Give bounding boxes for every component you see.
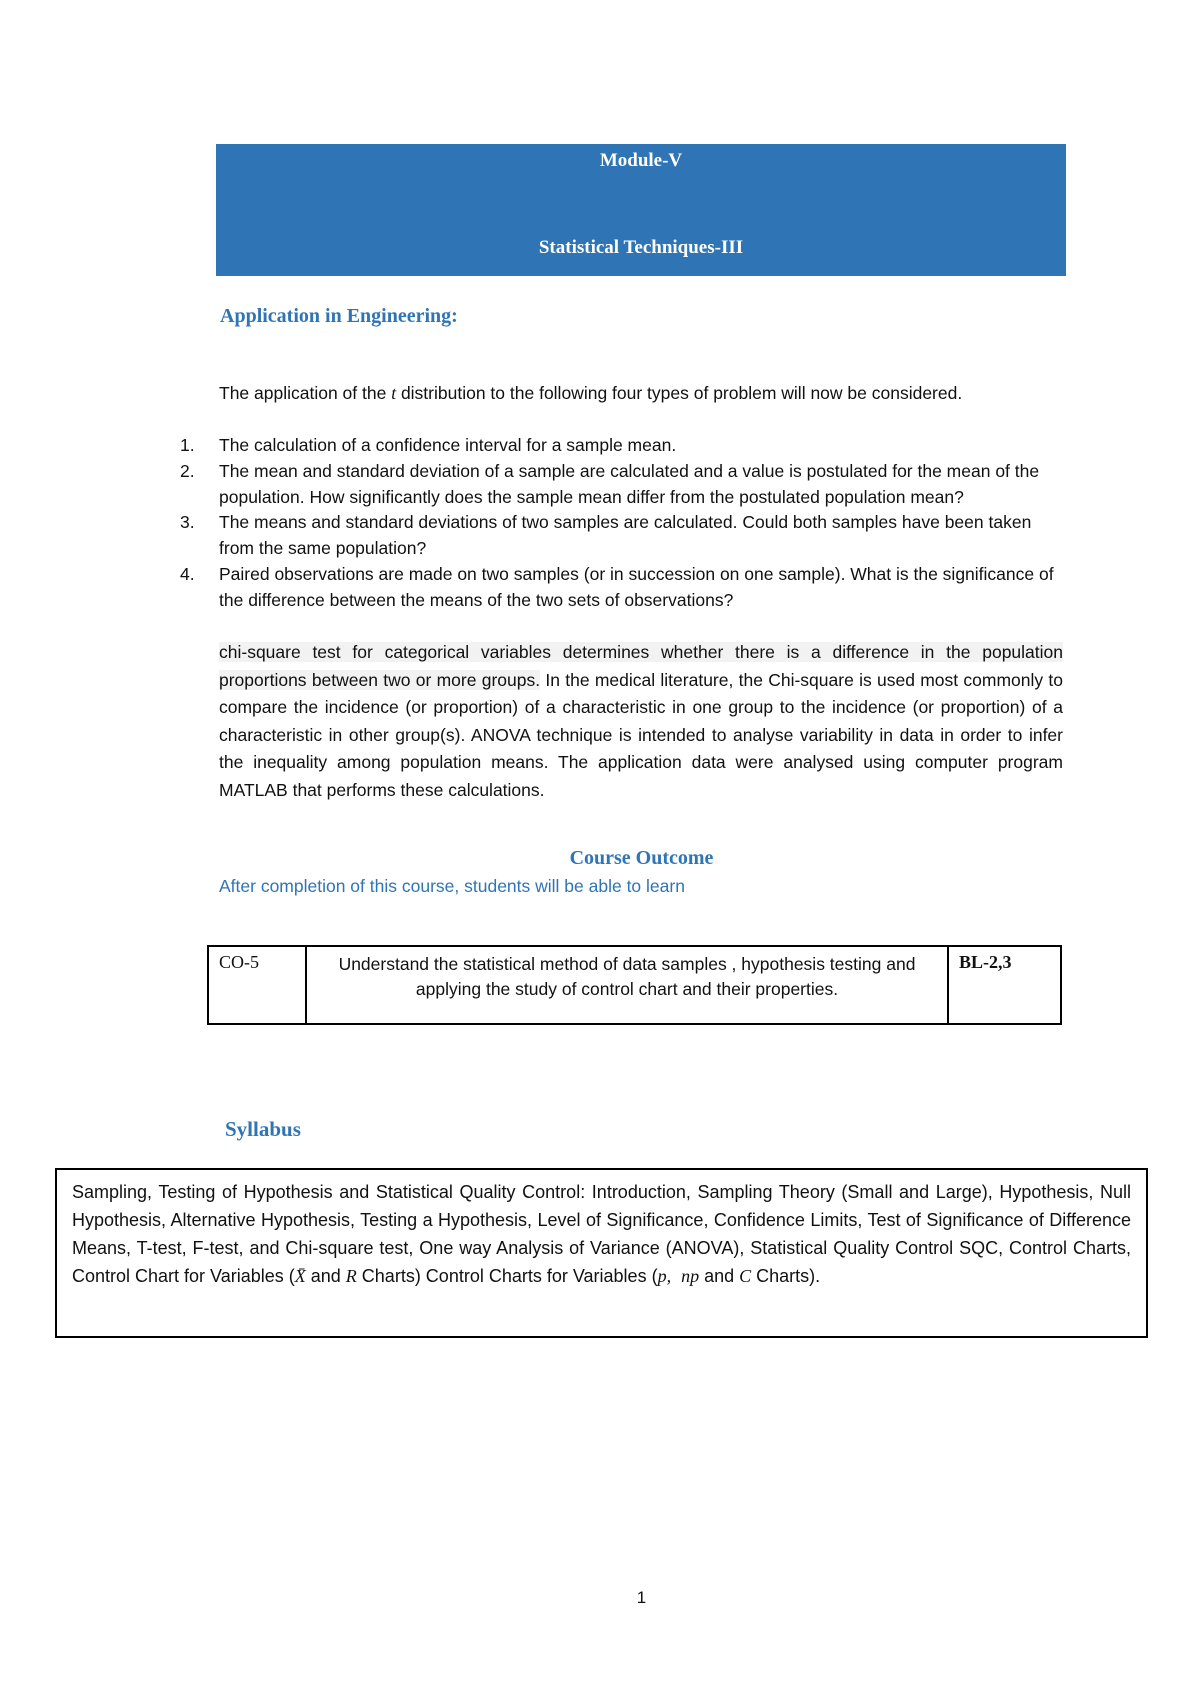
course-outcome-subheading: After completion of this course, students will be able to learn — [219, 876, 685, 896]
module-title: Statistical Techniques-III — [538, 237, 744, 258]
list-item-text: The means and standard deviations of two samples are calculated. Could both samples have been taken from the same population? — [219, 512, 1032, 559]
module-banner — [216, 144, 1066, 276]
list-item-number: 2. — [180, 460, 195, 481]
page-number: 1 — [636, 1588, 647, 1607]
intro-after: distribution to the following four types of problem will now be considered. — [396, 383, 963, 403]
co-level-cell: BL-2,3 — [948, 946, 1061, 1024]
symbol-np: np — [681, 1266, 700, 1286]
syllabus-text-3: Charts) Control Charts for Variables ( — [356, 1266, 658, 1286]
symbol-p: p, — [657, 1266, 672, 1286]
syllabus-heading: Syllabus — [225, 1117, 301, 1141]
highlighted-sentence: chi-square test for categorical variables determines whether there is a difference in the population proportions between two or more groups. — [219, 642, 1063, 690]
syllabus-text-2: and — [305, 1266, 346, 1286]
paragraph-rest: In the medical literature, the Chi-square is used most commonly to compare the incidence (or proportion) of a characteristic in one group to the incidence (or proportion) of a characteristic in other group(s). ANOVA technique is intended to analyse variability in data in order to infer the inequality among population means. The application data were analysed using computer program MATLAB that performs these calculations. — [219, 669, 1064, 800]
syllabus-text-4: and — [699, 1266, 740, 1286]
symbol-x-bar: X̄ — [294, 1266, 306, 1286]
list-item — [180, 510, 1060, 562]
symbol-c: C — [739, 1266, 752, 1286]
problem-type-list — [180, 433, 1060, 614]
list-item — [180, 562, 1060, 614]
module-label: Module-V — [599, 150, 683, 171]
list-item-text: Paired observations are made on two samples (or in succession on one sample). What is the significance of the difference between the means of the two sets of observations? — [219, 563, 1054, 610]
syllabus-text-1: Sampling, Testing of Hypothesis and Statistical Quality Control: Introduction, Sampling Theory (Small and Large), Hypothesis, Null Hypothesis, Alternative Hypothesis, Testing a Hypothesis, Level of Significance, Confidence Limits, Test of Significance of Difference Means, T-test, F-test, and Chi-square test, One way Analysis of Variance (ANOVA), Statistical Quality Control SQC, Control Charts, Control Chart for Variables ( — [72, 1182, 1131, 1286]
application-heading: Application in Engineering: — [220, 305, 458, 327]
co-code-cell: CO-5 — [208, 946, 306, 1024]
course-outcome-table — [207, 945, 1062, 1025]
table-row — [208, 946, 1061, 1024]
list-item — [180, 459, 1060, 511]
application-intro — [219, 381, 1059, 407]
list-item — [180, 433, 1060, 459]
chi-square-anova-paragraph — [219, 639, 1063, 804]
symbol-r: R — [345, 1266, 357, 1286]
course-outcome-heading: Course Outcome — [569, 847, 714, 869]
syllabus-box — [55, 1168, 1148, 1338]
list-item-number: 4. — [180, 563, 195, 584]
co-description-cell: Understand the statistical method of data samples , hypothesis testing and applying the study of control chart and their properties. — [306, 946, 948, 1024]
list-item-text: The mean and standard deviation of a sample are calculated and a value is postulated for the mean of the population. How significantly does the sample mean differ from the postulated population mean? — [219, 460, 1040, 507]
syllabus-text-5: Charts). — [751, 1266, 821, 1286]
list-item-number: 1. — [180, 435, 195, 455]
intro-variable-t: t — [391, 383, 397, 403]
list-item-text: The calculation of a confidence interval for a sample mean. — [219, 435, 677, 455]
list-item-number: 3. — [180, 512, 195, 533]
intro-before: The application of the — [219, 383, 392, 403]
